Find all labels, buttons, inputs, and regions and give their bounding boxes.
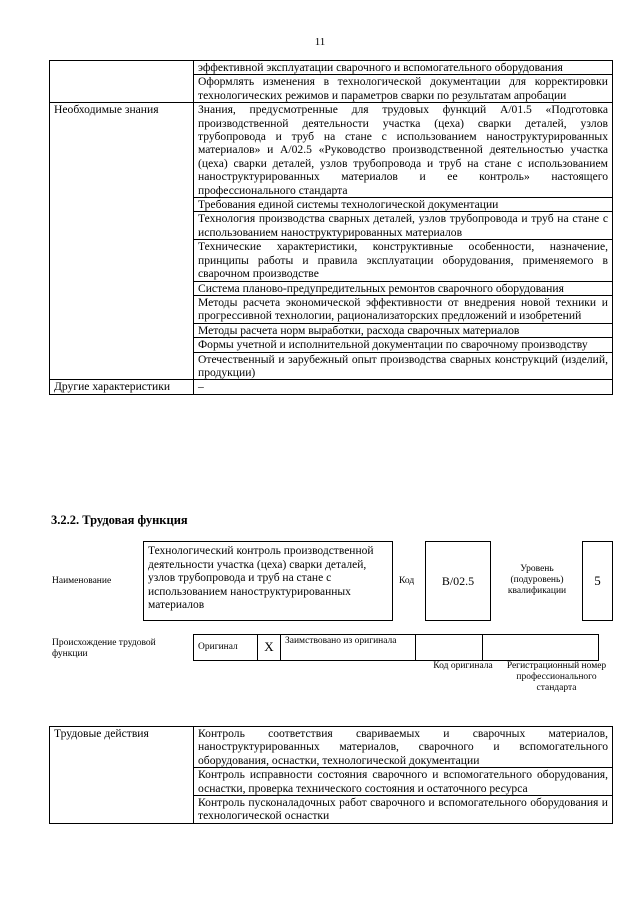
- original-code-caption: Код оригинала: [433, 661, 493, 671]
- row-label-knowledge: Необходимые знания: [50, 103, 194, 380]
- skill-cell: эффективной эксплуатации сварочного и вспомогательного оборудования: [194, 61, 613, 75]
- knowledge-cell: Технология производства сварных деталей, узлов трубопровода и труб на стане с использованием наноструктурированных материалов: [194, 212, 613, 240]
- action-cell: Контроль соответствия свариваемых и сварочных материалов, наноструктурированных материалов, сварочного и вспомогательного оборудования, оснастки, технологической документации: [194, 727, 613, 768]
- labor-actions-table: [49, 726, 613, 824]
- row-label-actions: Трудовые действия: [50, 727, 194, 824]
- knowledge-cell: Формы учетной и исполнительной документации по сварочному производству: [194, 338, 613, 352]
- skill-cell: Оформлять изменения в технологической документации для корректировки технологических режимов и параметров сварки по результатам апробации: [194, 75, 613, 103]
- code-label: Код: [399, 576, 415, 586]
- knowledge-cell: Отечественный и зарубежный опыт производства сварных конструкций (изделий, продукции): [194, 352, 613, 380]
- other-cell: –: [194, 380, 613, 394]
- section-title: 3.2.2. Трудовая функция: [51, 513, 188, 527]
- page-number: 11: [314, 36, 326, 48]
- knowledge-cell: Знания, предусмотренные для трудовых функций А/01.5 «Подготовка производственной деятельности участка (цеха) сварки деталей, узлов трубопровода и труб на стане с использованием наноструктурированных материалов» и А/02.5 «Руководство производственной деятельностью участка (цеха) сварки деталей, узлов трубопровода и труб на стане с использованием наноструктурированных материалов и ее контроль» настоящего профессионального стандарта: [194, 103, 613, 198]
- function-name: Технологический контроль производственной деятельности участка (цеха) сварки деталей, узлов трубопровода и труб на стане с использованием наноструктурированных материалов: [143, 541, 393, 621]
- original-mark: X: [258, 635, 281, 661]
- knowledge-cell: Методы расчета норм выработки, расхода сварочных материалов: [194, 323, 613, 337]
- function-code: В/02.5: [425, 541, 491, 621]
- row-label-other: Другие характеристики: [50, 380, 194, 394]
- skills-knowledge-table: [49, 60, 613, 395]
- action-cell: Контроль пусконаладочных работ сварочного и вспомогательного оборудования и технологической оснастки: [194, 796, 613, 824]
- reg-number-caption: Регистрационный номер профессионального стандарта: [506, 661, 607, 693]
- borrowed-cell: Заимствовано из оригинала: [281, 635, 416, 661]
- row-label-empty: [50, 61, 194, 103]
- name-label: Наименование: [52, 576, 112, 586]
- reg-number-cell: [483, 635, 599, 661]
- original-code-cell: [416, 635, 483, 661]
- knowledge-cell: Система планово-предупредительных ремонтов сварочного оборудования: [194, 281, 613, 295]
- origin-table: [193, 634, 599, 661]
- level-label: Уровень (подуровень) квалификации: [507, 564, 567, 596]
- knowledge-cell: Методы расчета экономической эффективности от внедрения новой техники и прогрессивной технологии, рационализаторских предложений и изобретений: [194, 295, 613, 323]
- knowledge-cell: Требования единой системы технологической документации: [194, 198, 613, 212]
- original-cell: Оригинал: [194, 635, 258, 661]
- origin-label: Происхождение трудовой функции: [52, 638, 156, 659]
- action-cell: Контроль исправности состояния сварочного и вспомогательного оборудования, оснастки, проверка технического состояния и остаточного ресурса: [194, 768, 613, 796]
- knowledge-cell: Технические характеристики, конструктивные особенности, назначение, принципы работы и правила эксплуатации оборудования, применяемого в сварочном производстве: [194, 240, 613, 281]
- qualification-level: 5: [582, 541, 613, 621]
